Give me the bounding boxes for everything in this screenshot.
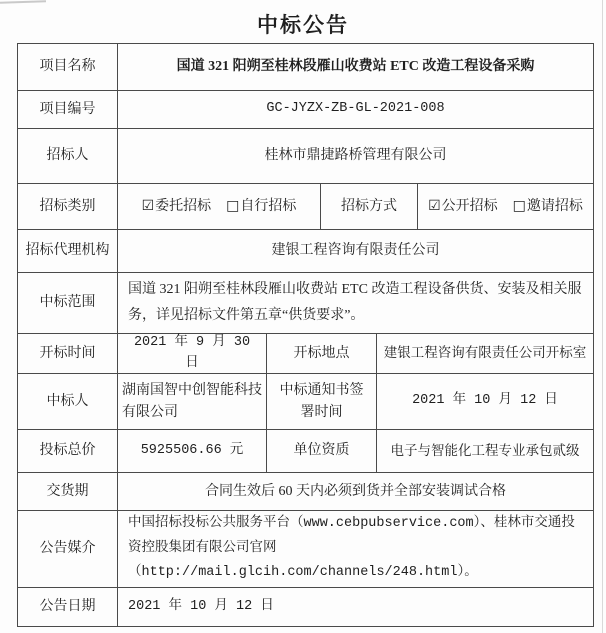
tender-method-value <box>418 184 593 229</box>
project-number-value: GC-JYZX-ZB-GL-2021-008 <box>266 101 445 117</box>
qualification-value: 电子与智能化工程专业承包贰级 <box>390 442 580 458</box>
table-row-announce-date <box>18 588 593 626</box>
winner-label: 中标人 <box>18 374 118 429</box>
tender-category-label: 招标类别 <box>18 184 118 229</box>
checkbox-unchecked-icon: □ <box>512 197 526 214</box>
project-name-value: 国道 321 阳朔至桂林段雁山收费站 ETC 改造工程设备采购 <box>176 59 535 75</box>
media-label: 公告媒介 <box>18 511 118 587</box>
checkbox-unchecked-icon: □ <box>226 197 240 214</box>
checkbox-checked-icon: ☑ <box>428 197 441 214</box>
tenderer-label: 招标人 <box>18 129 118 183</box>
notice-sign-time-label: 中标通知书签署时间 <box>267 374 377 429</box>
announce-date-label: 公告日期 <box>18 588 118 626</box>
checkbox-option-label: 委托招标 <box>155 198 212 214</box>
bid-opening-place-label: 开标地点 <box>267 334 377 373</box>
checkbox-option-label: 邀请招标 <box>526 198 583 214</box>
page-title: 中标公告 <box>257 13 349 37</box>
checkbox-option-label: 公开招标 <box>441 198 498 214</box>
winner-value: 湖南国智中创智能科技有限公司 <box>118 374 267 429</box>
bid-opening-time-label: 开标时间 <box>18 334 118 373</box>
checkbox-option-entrusted-tender <box>142 196 212 218</box>
table-row-project-number <box>18 91 593 129</box>
qualification-label: 单位资质 <box>267 430 377 472</box>
scan-edge-artifact <box>602 0 603 633</box>
checkbox-option-self-tender <box>226 196 296 218</box>
bid-price-value: 5925506.66 元 <box>118 430 267 472</box>
table-row-tenderer <box>18 129 593 184</box>
tender-method-label: 招标方式 <box>321 184 418 229</box>
scan-edge-artifact <box>0 0 46 4</box>
table-row-award-scope <box>18 273 593 334</box>
announce-date-value: 2021 年 10 月 12 日 <box>128 598 274 614</box>
delivery-value: 合同生效后 60 天内必须到货并全部安装调试合格 <box>205 483 506 499</box>
tenderer-value: 桂林市鼎捷路桥管理有限公司 <box>264 148 447 164</box>
table-row-delivery <box>18 473 593 511</box>
delivery-label: 交货期 <box>18 473 118 510</box>
table-row-bid-opening <box>18 334 593 374</box>
announcement-table <box>17 43 594 627</box>
table-row-media <box>18 511 593 588</box>
media-value: 中国招标投标公共服务平台（www.cebpubservice.com）、桂林市交通投资控股集团有限公司官网（http://mail.glcih.com/channels/248.html）。 <box>128 515 575 581</box>
table-row-bid-price <box>18 430 593 473</box>
award-scope-label: 中标范围 <box>18 273 118 333</box>
table-row-project-name <box>18 44 593 91</box>
project-number-label: 项目编号 <box>18 91 118 128</box>
checkbox-option-invited-tender <box>513 196 583 218</box>
notice-sign-time-value: 2021 年 10 月 12 日 <box>412 393 558 409</box>
checkbox-option-open-tender <box>428 196 498 218</box>
bid-price-label: 投标总价 <box>18 430 118 472</box>
tender-category-value <box>118 184 321 229</box>
table-row-tender-agency <box>18 230 593 273</box>
project-name-label: 项目名称 <box>18 44 118 90</box>
table-row-winner <box>18 374 593 430</box>
checkbox-checked-icon: ☑ <box>141 197 155 214</box>
bid-opening-place-value: 建银工程咨询有限责任公司开标室 <box>383 345 587 361</box>
table-row-tender-category <box>18 184 593 230</box>
bid-opening-time-value: 2021 年 9 月 30 日 <box>118 334 267 373</box>
tender-agency-value: 建银工程咨询有限责任公司 <box>271 243 440 259</box>
tender-agency-label: 招标代理机构 <box>18 230 118 272</box>
award-scope-value: 国道 321 阳朔至桂林段雁山收费站 ETC 改造工程设备供货、安装及相关服务，详见招标文件第五章“供货要求”。 <box>128 282 582 323</box>
checkbox-option-label: 自行招标 <box>240 198 297 214</box>
